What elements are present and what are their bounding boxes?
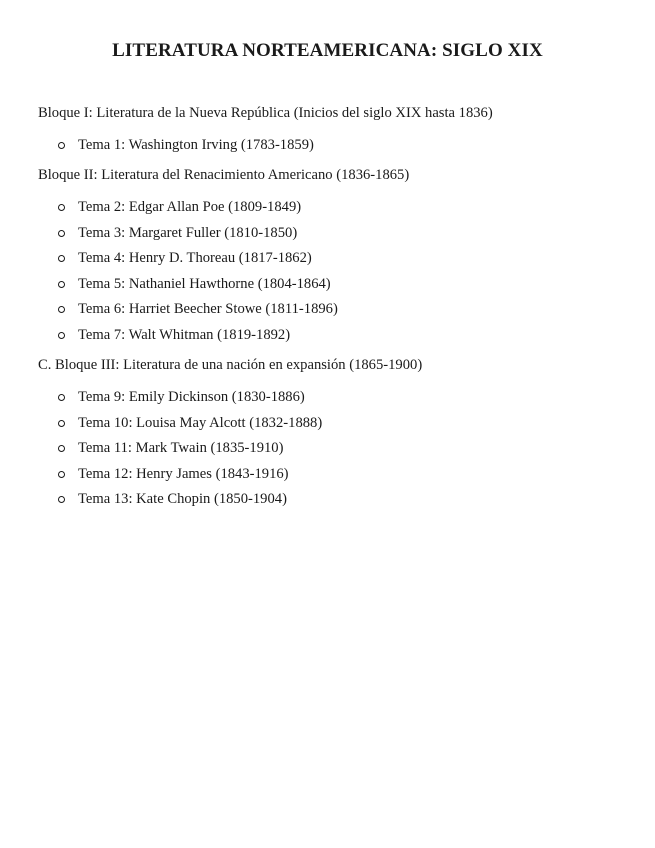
hollow-bullet-icon [58, 281, 65, 288]
topic-label: Tema 11: Mark Twain (1835-1910) [78, 440, 284, 457]
topic-item [38, 248, 617, 268]
topic-item [38, 299, 617, 319]
block-heading-1: Bloque I: Literatura de la Nueva República (Inicios del siglo XIX hasta 1836) [38, 105, 493, 121]
topic-label: Tema 2: Edgar Allan Poe (1809-1849) [78, 199, 302, 215]
topic-item [38, 197, 617, 217]
block-heading-2: Bloque II: Literatura del Renacimiento Americano (1836-1865) [38, 167, 410, 183]
topic-item [38, 387, 617, 407]
hollow-bullet-icon [58, 204, 65, 211]
topic-label: Tema 12: Henry James (1843-1916) [78, 465, 289, 482]
hollow-bullet-icon [58, 142, 65, 149]
topic-label: Tema 13: Kate Chopin (1850-1904) [78, 491, 287, 508]
topic-item [38, 135, 617, 155]
topic-label: Tema 3: Margaret Fuller (1810-1850) [78, 224, 298, 241]
topic-list-2 [38, 197, 617, 345]
topic-item [38, 464, 617, 484]
hollow-bullet-icon [58, 445, 65, 452]
topic-label: Tema 6: Harriet Beecher Stowe (1811-1896) [78, 301, 338, 318]
topic-label: Tema 5: Nathaniel Hawthorne (1804-1864) [78, 275, 331, 292]
document-title: LITERATURA NORTEAMERICANA: SIGLO XIX [112, 40, 543, 61]
topic-label: Tema 4: Henry D. Thoreau (1817-1862) [78, 250, 312, 267]
topic-list-1 [38, 135, 617, 155]
topic-label: Tema 9: Emily Dickinson (1830-1886) [78, 388, 305, 405]
topic-item [38, 489, 617, 509]
hollow-bullet-icon [58, 255, 65, 262]
block-heading-3: C. Bloque III: Literatura de una nación en expansión (1865-1900) [38, 356, 423, 373]
topic-label: Tema 7: Walt Whitman (1819-1892) [78, 326, 291, 343]
hollow-bullet-icon [58, 230, 65, 237]
hollow-bullet-icon [58, 496, 65, 503]
hollow-bullet-icon [58, 394, 65, 401]
hollow-bullet-icon [58, 332, 65, 339]
topic-item [38, 223, 617, 243]
hollow-bullet-icon [58, 306, 65, 313]
topic-list-3 [38, 387, 617, 509]
hollow-bullet-icon [58, 420, 65, 427]
topic-item [38, 438, 617, 458]
topic-label: Tema 10: Louisa May Alcott (1832-1888) [78, 414, 323, 431]
topic-item [38, 413, 617, 433]
hollow-bullet-icon [58, 471, 65, 478]
topic-item [38, 274, 617, 294]
topic-label: Tema 1: Washington Irving (1783-1859) [78, 137, 314, 153]
topic-item [38, 325, 617, 345]
